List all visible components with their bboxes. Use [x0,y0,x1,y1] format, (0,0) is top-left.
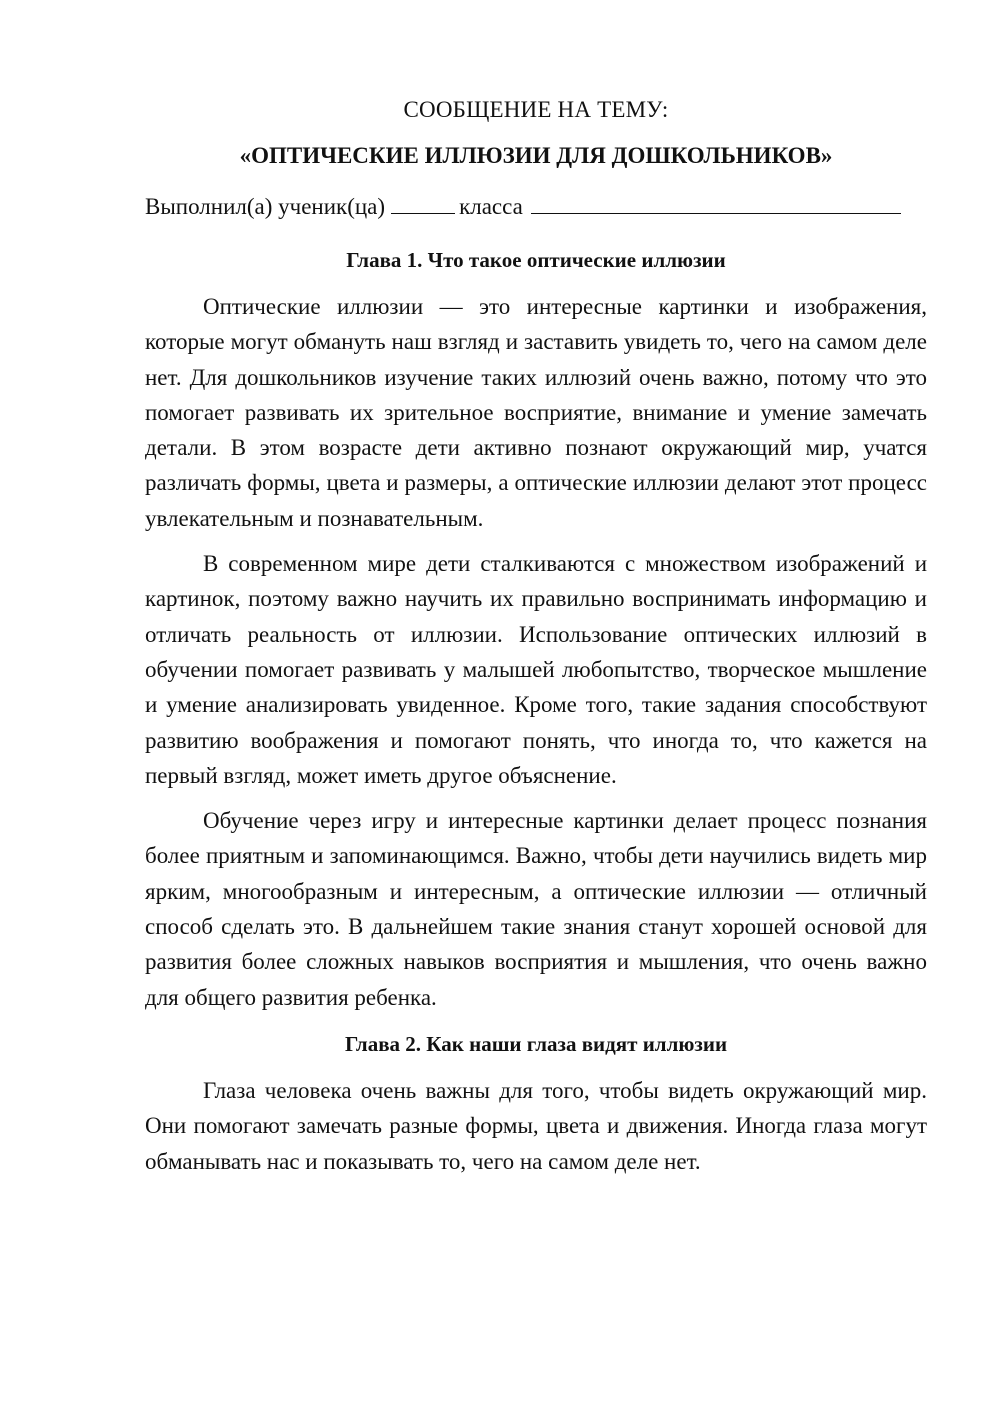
chapter-1-heading: Глава 1. Что такое оптические иллюзии [346,248,726,272]
chapter-2-paragraph: Глаза человека очень важны для того, чтобы видеть окружающий мир. Они помогают замечать разные формы, цвета и движения. Иногда глаза могут обманывать нас и показывать то, чего на самом деле нет. [145,1077,927,1174]
chapter-2-heading: Глава 2. Как наши глаза видят иллюзии [344,1031,728,1056]
chapter-1-paragraph: Оптические иллюзии — это интересные картинки и изображения, которые могут обмануть наш взгляд и заставить увидеть то, чего на самом деле нет. Для дошкольников изучение таких иллюзий очень важно, потому что это помогает развивать их зрительное восприятие, внимание и умение замечать детали. В этом возрасте дети активно познают окружающий мир, учатся различать формы, цвета и размеры, а оптические иллюзии делают этот процесс увлекательным и познавательным. [145,294,927,531]
chapter-1-paragraph: Обучение через игру и интересные картинки делает процесс познания более приятным и запоминающимся. Важно, чтобы дети научились видеть мир ярким, многообразным и интересным, а оптические иллюзии — отличный способ сделать это. В дальнейшем такие знания станут хорошей основой для развития более сложных навыков восприятия и мышления, что очень важно для общего развития ребенка. [145,808,927,1010]
report-title-label: СООБЩЕНИЕ НА ТЕМУ: [403,97,669,122]
author-line [145,191,927,223]
author-prefix: Выполнил(а) ученик(ца) [145,194,386,219]
document-body [145,94,927,1189]
chapter-1-paragraph: В современном мире дети сталкиваются с множеством изображений и картинок, поэтому важно научить их правильно воспринимать информацию и отличать реальность от иллюзии. Использование оптических иллюзий в обучении помогает развивать у малышей любопытство, творческое мышление и умение анализировать увиденное. Кроме того, такие задания способствуют развитию воображения и помогают понять, что иногда то, что кажется на первый взгляд, может иметь другое объяснение. [145,551,927,788]
class-word: класса [459,194,523,219]
report-topic-title: «ОПТИЧЕСКИЕ ИЛЛЮЗИИ ДЛЯ ДОШКОЛЬНИКОВ» [239,143,833,168]
student-name-blank [531,191,901,214]
class-number-blank [391,191,455,214]
